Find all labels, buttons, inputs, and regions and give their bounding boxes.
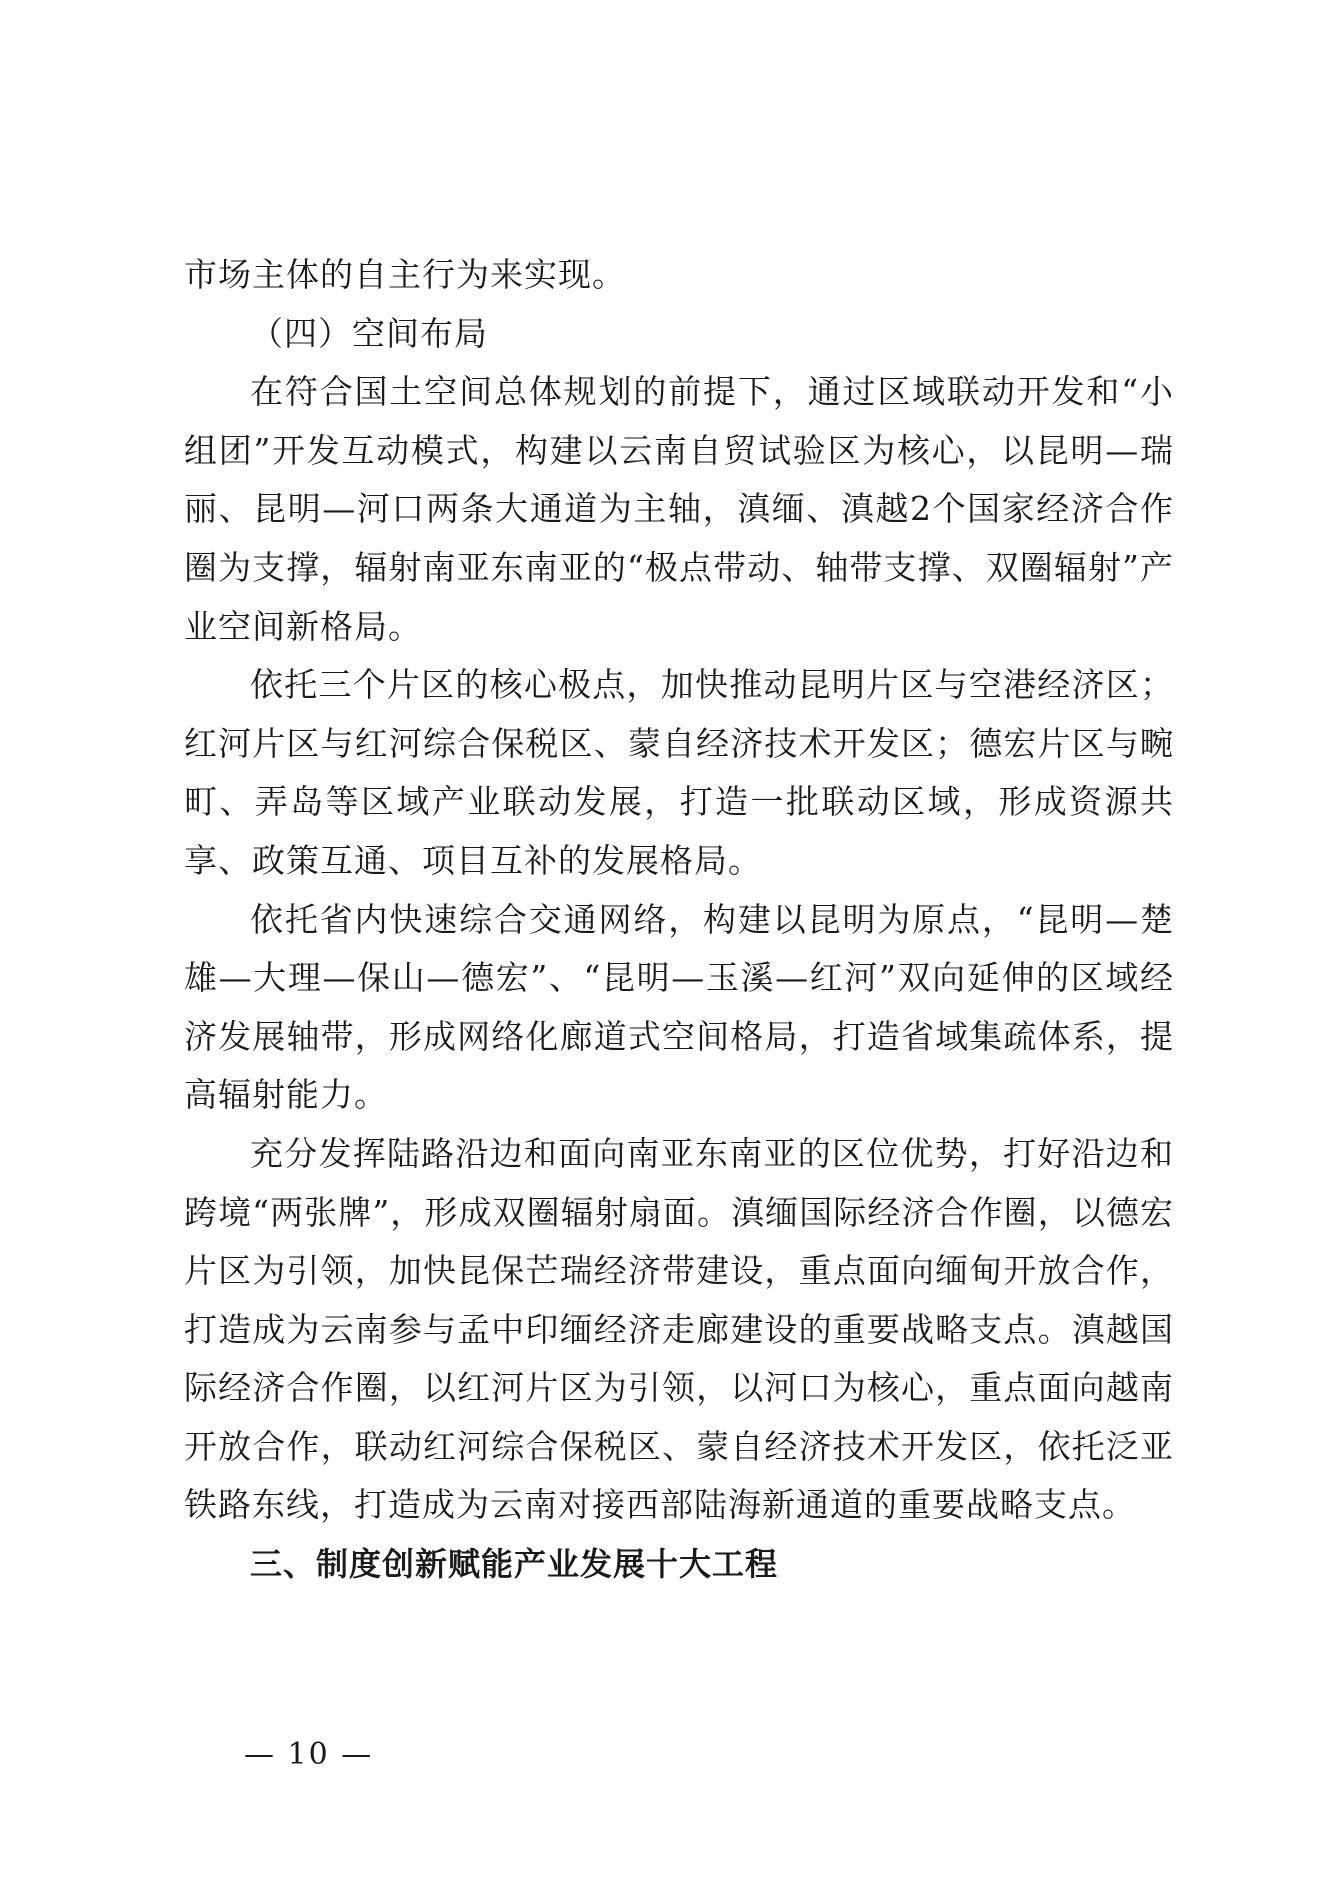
paragraph-transport-axes: 依托省内快速综合交通网络，构建以昆明为原点，“昆明—楚雄—大理—保山—德宏”、“昆明—玉溪—红河”双向延伸的区域经济发展轴带，形成网络化廊道式空间格局，打造省域集疏体系，提高辐射能力。 [184,899,1174,1115]
page-number: — 10 — [244,1737,374,1772]
section-heading-spatial-layout: （四）空间布局 [250,313,488,353]
paragraph-spatial-pattern: 在符合国土空间总体规划的前提下，通过区域联动开发和“小组团”开发互动模式，构建以云南自贸试验区为核心，以昆明—瑞丽、昆明—河口两条大通道为主轴，滇缅、滇越2个国家经济合作圈为支撑，辐射南亚东南亚的“极点带动、轴带支撑、双圈辐射”产业空间新格局。 [184,372,1174,646]
paragraph-core-poles: 依托三个片区的核心极点，加快推动昆明片区与空港经济区；红河片区与红河综合保税区、蒙自经济技术开发区；德宏片区与畹町、弄岛等区域产业联动发展，打造一批联动区域，形成资源共享、政策互通、项目互补的发展格局。 [184,665,1174,880]
paragraph-continuation: 市场主体的自主行为来实现。 [184,255,626,294]
document-body [184,246,1174,1594]
paragraph-cooperation-circles: 充分发挥陆路沿边和面向南亚东南亚的区位优势，打好沿边和跨境“两张牌”，形成双圈辐射扇面。滇缅国际经济合作圈，以德宏片区为引领，加快昆保芒瑞经济带建设，重点面向缅甸开放合作，打造成为云南参与孟中印缅经济走廊建设的重要战略支点。滇越国际经济合作圈，以红河片区为引领，以河口为核心，重点面向越南开放合作，联动红河综合保税区、蒙自经济技术开发区，依托泛亚铁路东线，打造成为云南对接西部陆海新通道的重要战略支点。 [184,1133,1174,1525]
chapter-heading-ten-projects: 三、制度创新赋能产业发展十大工程 [250,1545,779,1584]
